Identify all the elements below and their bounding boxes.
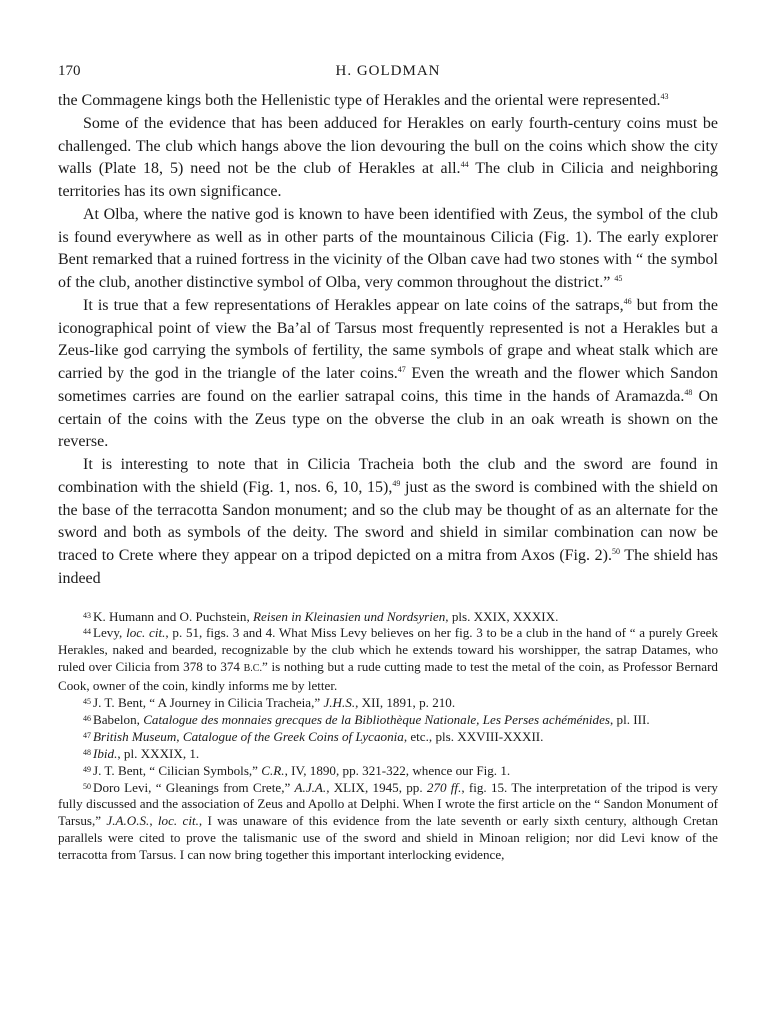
page bbox=[58, 60, 718, 864]
paragraph-3: At Olba, where the native god is known to have been identified with Zeus, the symbol of the club is found everywhere as well as in other parts of the mountainous Cilicia (Fig. 1). The early explorer Bent remarked that a ruined fortress in the vicinity of the Olban cave had two stones with “ the symbol of the club, another distinctive symbol of Olba, very common throughout the district.” $^{45}$ bbox=[58, 205, 718, 291]
footnote-48: $^{48}$ Ibid., pl. XXXIX, 1. bbox=[83, 745, 200, 761]
footnote-ref: 43 bbox=[660, 92, 669, 101]
paragraph-1: the Commagene kings both the Hellenistic type of Herakles and the oriental were represented.$^{43}$ bbox=[58, 92, 669, 109]
running-head: H. GOLDMAN bbox=[335, 63, 441, 79]
footnote-44: $^{44}$ Levy, loc. cit., p. 51, figs. 3 and 4. What Miss Levy believes on her fig. 3 to be a club in the hand of “ a purely Greek Herakles, naked and bearded, recognizable by the club which he extends toward his worshipper, the satrap Datames, who ruled over Cilicia from 378 to 374 B.C.” is nothing but a rude cutting made to test the metal of the coin, as Professor Bernard Cook, owner of the coin, kindly informs me by letter. bbox=[58, 625, 719, 694]
footnote-47: $^{47}$ British Museum, Catalogue of the Greek Coins of Lycaonia, etc., pls. XXVIII-XXXII. bbox=[83, 728, 544, 744]
paragraph-4: It is true that a few representations of Herakles appear on late coins of the satraps,$^{46}$ but from the iconographical point of view the Ba’al of Tarsus most frequently represented is not a Herakles but a Zeus-like god carrying the symbols of fertility, the same symbols of grape and wheat stalk which are carried by the god in the triangle of the later coins.$^{47}$ Even the wreath and the flower which Sandon sometimes carries are found on the earlier satrapal coins, this time in the hands of Aramazda.$^{48}$ On certain of the coins with the Zeus type on the obverse the club in an oak wreath is shown on the reverse. bbox=[58, 296, 718, 451]
footnote-ref: 47 bbox=[397, 365, 406, 374]
footnote-45: $^{45}$ J. T. Bent, “ A Journey in Cilicia Tracheia,” J.H.S., XII, 1891, p. 210. bbox=[83, 695, 456, 711]
footnotes bbox=[58, 609, 718, 865]
page-header bbox=[58, 60, 718, 82]
footnote-46: $^{46}$ Babelon, Catalogue des monnaies grecques de la Bibliothèque Nationale, Les Perses achéménides, pl. III. bbox=[83, 711, 650, 727]
footnote-43: $^{43}$ K. Humann and O. Puchstein, Reisen in Kleinasien und Nordsyrien, pls. XXIX, XXXIX. bbox=[83, 608, 559, 624]
paragraph-2: Some of the evidence that has been adduced for Herakles on early fourth-century coins must be challenged. The club which hangs above the lion devouring the bull on the coins which show the city walls (Plate 18, 5) need not be the club of Herakles at all.$^{44}$ The club in Cilicia and neighboring territories has its own significance. bbox=[58, 114, 719, 200]
page-number: 170 bbox=[58, 63, 81, 79]
footnote-ref: 44 bbox=[460, 160, 469, 170]
footnote-ref: 45 bbox=[614, 274, 623, 283]
footnote-ref: 50 bbox=[611, 547, 620, 556]
footnote-ref: 48 bbox=[684, 387, 693, 397]
footnote-49: $^{49}$ J. T. Bent, “ Cilician Symbols,” C.R., IV, 1890, pp. 321-322, whence our Fig. 1. bbox=[83, 762, 511, 778]
body-text bbox=[58, 90, 718, 591]
footnote-50: $^{50}$ Doro Levi, “ Gleanings from Crete,” A.J.A., XLIX, 1945, pp. 270 ff., fig. 15. The interpretation of the tripod is very fully discussed and the association of Zeus and Apollo at Delphi. When I wrote the first article on the “ Sandon Monument of Tarsus,” J.A.O.S., loc. cit., I was unaware of this evidence from the late seventh or early sixth century, although Cretan parallels were cited to prove the talismanic use of the sword and shield in Minoan religion; nor did Levi know of the terracotta from Tarsus. I can now bring together this important interlocking evidence, bbox=[58, 779, 718, 863]
paragraph-5: It is interesting to note that in Cilicia Tracheia both the club and the sword are found in combination with the shield (Fig. 1, nos. 6, 10, 15),$^{49}$ just as the sword is combined with the shield on the base of the terracotta Sandon monument; and so the club may be thought of as an alternate for the sword and both as symbols of the deity. The sword and shield in similar combination can now be traced to Crete where they appear on a tripod depicted on a mitra from Axos (Fig. 2).$^{50}$ The shield has indeed bbox=[58, 456, 719, 587]
footnote-ref: 49 bbox=[392, 478, 401, 488]
footnote-ref: 46 bbox=[623, 296, 632, 306]
